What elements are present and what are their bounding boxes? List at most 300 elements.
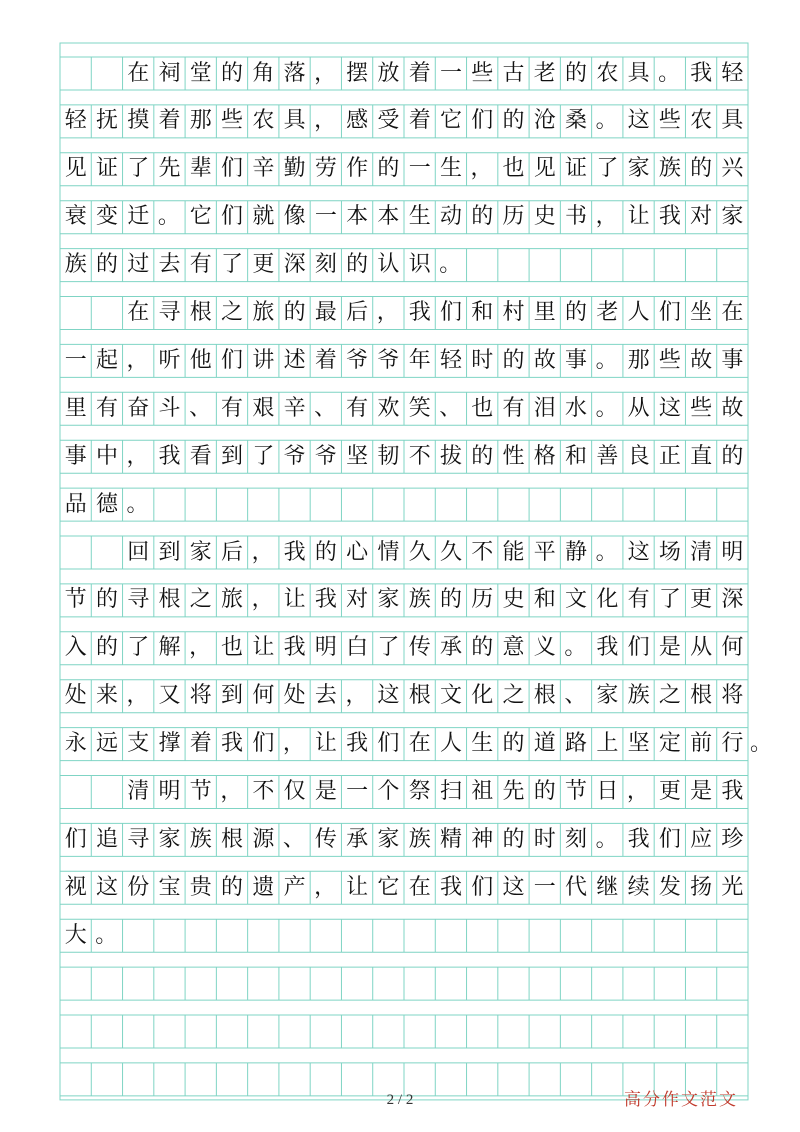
grid-char: 那 xyxy=(189,108,212,134)
grid-char: 老 xyxy=(533,60,556,86)
grid-char: 清 xyxy=(690,539,713,565)
grid-char: 明 xyxy=(158,779,181,804)
grid-char: ， xyxy=(314,60,337,86)
grid-char: 能 xyxy=(502,539,525,565)
grid-char: 视 xyxy=(64,874,87,900)
grid-char: 这 xyxy=(95,874,118,900)
grid-char: 祠 xyxy=(158,60,181,86)
grid-char: 不 xyxy=(252,779,275,804)
grid-char: 的 xyxy=(471,443,494,469)
grid-char: 最 xyxy=(314,300,337,325)
grid-char: 、 xyxy=(314,395,337,421)
grid-char: 到 xyxy=(221,683,244,709)
grid-char: 辛 xyxy=(283,395,306,421)
grid-char: 他 xyxy=(189,347,212,373)
grid-char: 定 xyxy=(658,731,681,757)
grid-char: 文 xyxy=(565,587,588,613)
grid-char: 承 xyxy=(439,635,462,661)
grid-char: 坐 xyxy=(690,300,713,325)
grid-char: 家 xyxy=(627,156,650,182)
grid-char: 化 xyxy=(596,587,619,613)
grid-char: 看 xyxy=(189,443,212,469)
grid-char: 讲 xyxy=(252,347,275,373)
grid-char: 。 xyxy=(439,252,462,278)
grid-char: 农 xyxy=(690,108,713,134)
grid-char: 历 xyxy=(471,587,494,613)
grid-char: 。 xyxy=(750,731,773,757)
grid-char: 先 xyxy=(502,779,525,804)
grid-char: 笑 xyxy=(408,395,431,421)
grid-char: 何 xyxy=(252,683,275,709)
grid-char: 族 xyxy=(64,252,87,278)
grid-char: 事 xyxy=(565,347,588,373)
grid-char: 中 xyxy=(95,443,118,469)
grid-char: 根 xyxy=(189,300,212,325)
grid-char: 里 xyxy=(64,395,87,421)
grid-char: 们 xyxy=(658,826,681,852)
grid-char: 将 xyxy=(189,683,212,709)
grid-char: 也 xyxy=(502,156,525,182)
grid-char: 的 xyxy=(502,108,525,134)
grid-char: 家 xyxy=(596,683,619,709)
grid-char: ， xyxy=(220,779,243,804)
grid-char: 了 xyxy=(596,156,619,182)
grid-char: 前 xyxy=(690,731,713,757)
grid-char: 也 xyxy=(471,395,494,421)
grid-char: 生 xyxy=(408,204,431,230)
grid-char: 放 xyxy=(377,60,400,86)
grid-char: 良 xyxy=(627,443,650,469)
grid-char: 产 xyxy=(283,874,306,900)
grid-char: 不 xyxy=(408,443,431,469)
grid-char: 的 xyxy=(221,60,244,86)
grid-char: 史 xyxy=(533,204,556,230)
grid-char: 将 xyxy=(721,683,744,709)
grid-char: 变 xyxy=(95,204,118,230)
grid-char: 生 xyxy=(471,731,494,757)
grid-char: 爷 xyxy=(346,347,369,373)
grid-char: 落 xyxy=(283,60,306,86)
grid-char: 久 xyxy=(408,539,431,565)
grid-char: 入 xyxy=(64,635,87,661)
grid-char: 些 xyxy=(690,395,713,421)
grid-char: 事 xyxy=(64,443,87,469)
grid-char: 有 xyxy=(627,587,650,613)
grid-char: 旅 xyxy=(252,300,275,325)
grid-char: 祖 xyxy=(471,779,494,804)
grid-char: 直 xyxy=(690,443,713,469)
grid-char: 让 xyxy=(252,635,275,661)
grid-char: 刻 xyxy=(314,252,337,278)
grid-char: 水 xyxy=(565,395,588,421)
grid-char: ， xyxy=(314,108,337,134)
grid-char: 之 xyxy=(221,300,244,325)
grid-char: 识 xyxy=(408,252,431,278)
grid-char: 情 xyxy=(377,539,400,565)
grid-char: 那 xyxy=(627,347,650,373)
grid-char: 历 xyxy=(502,204,525,230)
grid-char: 一 xyxy=(314,204,337,230)
grid-char: 文 xyxy=(439,683,462,709)
grid-char: 根 xyxy=(408,683,431,709)
grid-char: 更 xyxy=(658,779,681,804)
grid-char: 和 xyxy=(471,300,494,325)
grid-char: 。 xyxy=(595,395,618,421)
grid-char: ， xyxy=(470,156,493,182)
grid-char: 我 xyxy=(658,204,681,230)
grid-char: 遗 xyxy=(252,874,275,900)
grid-char: 们 xyxy=(439,300,462,325)
grid-char: 们 xyxy=(471,108,494,134)
grid-char: 来 xyxy=(95,683,118,709)
grid-char: 家 xyxy=(377,826,400,852)
grid-char: 奋 xyxy=(127,395,150,421)
grid-char: 白 xyxy=(346,635,369,661)
grid-char: 贵 xyxy=(189,874,212,900)
grid-char: 些 xyxy=(221,108,244,134)
grid-char: 撑 xyxy=(158,731,181,757)
grid-char: ， xyxy=(126,683,149,709)
grid-char: 。 xyxy=(658,60,681,86)
grid-char: 个 xyxy=(377,779,400,804)
watermark: 高分作文范文 xyxy=(624,1090,738,1110)
grid-char: 一 xyxy=(64,347,87,373)
grid-char: 明 xyxy=(721,539,744,565)
grid-char: 永 xyxy=(64,731,87,757)
grid-char: 这 xyxy=(658,395,681,421)
grid-char: 不 xyxy=(471,539,494,565)
grid-char: 。 xyxy=(564,635,587,661)
grid-char: 我 xyxy=(158,443,181,469)
grid-char: 听 xyxy=(158,347,181,373)
grid-char: 深 xyxy=(283,252,306,278)
grid-char: 动 xyxy=(439,204,462,230)
grid-char: 了 xyxy=(221,252,244,278)
grid-char: 兴 xyxy=(721,156,744,182)
grid-char: 寻 xyxy=(158,300,181,325)
grid-char: 抚 xyxy=(95,108,118,134)
grid-char: 在 xyxy=(408,874,431,900)
grid-char: 拔 xyxy=(439,443,462,469)
grid-char: 认 xyxy=(377,252,400,278)
grid-char: 承 xyxy=(346,826,369,852)
grid-char: 大 xyxy=(64,922,87,948)
grid-char: 更 xyxy=(690,587,713,613)
grid-char: 祭 xyxy=(408,779,431,804)
grid-char: ， xyxy=(595,204,618,230)
grid-char: 。 xyxy=(595,347,618,373)
grid-char: 的 xyxy=(690,156,713,182)
grid-char: 和 xyxy=(565,443,588,469)
grid-char: 在 xyxy=(408,731,431,757)
grid-char: 沧 xyxy=(533,108,556,134)
grid-char: 格 xyxy=(533,443,556,469)
grid-char: 的 xyxy=(346,252,369,278)
grid-char: 份 xyxy=(127,874,150,900)
grid-char: ， xyxy=(251,587,274,613)
grid-char: 辈 xyxy=(189,156,212,182)
grid-char: 着 xyxy=(408,108,431,134)
grid-char: 去 xyxy=(158,252,181,278)
grid-char: 们 xyxy=(252,731,275,757)
grid-char: 我 xyxy=(221,731,244,757)
grid-char: 像 xyxy=(283,204,306,230)
grid-char: 在 xyxy=(127,60,150,86)
grid-char: 解 xyxy=(158,635,181,661)
grid-char: 有 xyxy=(221,395,244,421)
grid-char: 寻 xyxy=(127,587,150,613)
grid-char: 些 xyxy=(658,108,681,134)
grid-char: 这 xyxy=(627,108,650,134)
grid-char: 故 xyxy=(690,347,713,373)
grid-char: 正 xyxy=(658,443,681,469)
grid-char: 一 xyxy=(533,874,556,900)
grid-char: 人 xyxy=(439,731,462,757)
grid-char: 的 xyxy=(471,635,494,661)
grid-char: ， xyxy=(376,300,399,325)
grid-char: 珍 xyxy=(721,826,744,852)
grid-char: 的 xyxy=(377,156,400,182)
grid-char: 一 xyxy=(408,156,431,182)
grid-char: 日 xyxy=(596,779,619,804)
grid-char: 事 xyxy=(721,347,744,373)
grid-char: 是 xyxy=(690,779,713,804)
grid-char: 的 xyxy=(565,60,588,86)
grid-char: 这 xyxy=(377,683,400,709)
grid-char: 在 xyxy=(721,300,744,325)
grid-char: 角 xyxy=(252,60,275,86)
grid-char: 感 xyxy=(346,108,369,134)
grid-char: 迁 xyxy=(127,204,150,230)
grid-char: 了 xyxy=(127,635,150,661)
grid-char: 故 xyxy=(721,395,744,421)
grid-char: 们 xyxy=(627,635,650,661)
grid-char: 的 xyxy=(471,204,494,230)
grid-char: 扫 xyxy=(439,779,462,804)
grid-char: 了 xyxy=(377,635,400,661)
grid-char: 神 xyxy=(471,826,494,852)
grid-char: 我 xyxy=(721,779,744,804)
grid-char: 平 xyxy=(533,539,556,565)
grid-char: 证 xyxy=(95,156,118,182)
grid-char: 本 xyxy=(377,204,400,230)
page-number: 2 / 2 xyxy=(386,1092,414,1108)
grid-char: 证 xyxy=(565,156,588,182)
grid-char: 旅 xyxy=(221,587,244,613)
grid-char: 、 xyxy=(564,683,587,709)
grid-char: 爷 xyxy=(283,443,306,469)
grid-char: 欢 xyxy=(377,395,400,421)
grid-char: 传 xyxy=(314,826,337,852)
grid-char: 支 xyxy=(127,731,150,757)
grid-char: 斗 xyxy=(158,395,181,421)
grid-char: 应 xyxy=(690,826,713,852)
grid-char: 勤 xyxy=(283,156,306,182)
grid-char: 宝 xyxy=(158,874,181,900)
grid-char: 何 xyxy=(721,635,744,661)
grid-char: 品 xyxy=(64,491,87,517)
grid-char: 后 xyxy=(346,300,369,325)
grid-char: 们 xyxy=(471,874,494,900)
grid-char: 们 xyxy=(221,156,244,182)
grid-char: 刻 xyxy=(565,826,588,852)
grid-char: 些 xyxy=(471,60,494,86)
grid-char: 之 xyxy=(502,683,525,709)
grid-char: 具 xyxy=(721,108,744,134)
grid-char: 家 xyxy=(158,826,181,852)
grid-char: 史 xyxy=(502,587,525,613)
grid-char: 更 xyxy=(252,252,275,278)
grid-char: 爷 xyxy=(314,443,337,469)
grid-char: 又 xyxy=(158,683,181,709)
grid-char: ， xyxy=(189,635,212,661)
grid-char: 我 xyxy=(283,539,306,565)
grid-char: 衰 xyxy=(64,204,87,230)
grid-char: 代 xyxy=(565,874,588,900)
grid-char: 辛 xyxy=(252,156,275,182)
grid-char: 本 xyxy=(346,204,369,230)
grid-char: 追 xyxy=(95,826,118,852)
grid-char: 根 xyxy=(533,683,556,709)
grid-char: 明 xyxy=(314,635,337,661)
grid-char: 之 xyxy=(189,587,212,613)
grid-char: 。 xyxy=(595,539,618,565)
grid-char: 受 xyxy=(377,108,400,134)
grid-char: 家 xyxy=(377,587,400,613)
grid-char: 、 xyxy=(282,826,305,852)
grid-char: 有 xyxy=(95,395,118,421)
grid-char: 了 xyxy=(658,587,681,613)
grid-char: 着 xyxy=(408,60,431,86)
grid-char: 的 xyxy=(721,443,744,469)
grid-char: 桑 xyxy=(565,108,588,134)
grid-char: 着 xyxy=(314,347,337,373)
grid-char: 韧 xyxy=(377,443,400,469)
grid-char: 具 xyxy=(627,60,650,86)
grid-char: 艰 xyxy=(252,395,275,421)
grid-char: 了 xyxy=(127,156,150,182)
grid-char: 对 xyxy=(346,587,369,613)
grid-char: 清 xyxy=(127,779,150,804)
grid-char: 。 xyxy=(126,491,149,517)
grid-char: 时 xyxy=(471,347,494,373)
grid-char: 的 xyxy=(95,587,118,613)
grid-char: 农 xyxy=(252,108,275,134)
grid-char: 述 xyxy=(283,347,306,373)
grid-char: 是 xyxy=(658,635,681,661)
grid-char: 的 xyxy=(502,347,525,373)
grid-char: 远 xyxy=(95,731,118,757)
grid-char: 摸 xyxy=(127,108,150,134)
grid-char: 生 xyxy=(439,156,462,182)
grid-char: 传 xyxy=(408,635,431,661)
grid-char: 处 xyxy=(64,683,87,709)
grid-char: 们 xyxy=(658,300,681,325)
grid-char: 见 xyxy=(64,156,87,182)
grid-char: 的 xyxy=(283,300,306,325)
grid-char: 先 xyxy=(158,156,181,182)
grid-char: ， xyxy=(126,443,149,469)
grid-char: 道 xyxy=(533,731,556,757)
grid-char: 它 xyxy=(439,108,462,134)
grid-char: 家 xyxy=(189,539,212,565)
grid-char: 过 xyxy=(127,252,150,278)
grid-char: 。 xyxy=(595,108,618,134)
grid-char: 到 xyxy=(221,443,244,469)
grid-char: 我 xyxy=(439,874,462,900)
grid-char: 的 xyxy=(439,587,462,613)
grid-char: 根 xyxy=(221,826,244,852)
grid-char: 们 xyxy=(64,826,87,852)
grid-char: 的 xyxy=(533,779,556,804)
grid-char: 根 xyxy=(690,683,713,709)
grid-char: 些 xyxy=(658,347,681,373)
grid-char: 善 xyxy=(596,443,619,469)
grid-char: 轻 xyxy=(721,60,744,86)
grid-char: 久 xyxy=(439,539,462,565)
grid-char: 心 xyxy=(346,539,369,565)
grid-char: 堂 xyxy=(189,60,212,86)
grid-char: 、 xyxy=(439,395,462,421)
grid-char: 泪 xyxy=(533,395,556,421)
grid-char: 们 xyxy=(221,347,244,373)
grid-char: 扬 xyxy=(690,874,713,900)
grid-char: 节 xyxy=(565,779,588,804)
grid-char: 具 xyxy=(283,108,306,134)
grid-char: 的 xyxy=(95,635,118,661)
grid-char: 一 xyxy=(439,60,462,86)
grid-char: 我 xyxy=(596,635,619,661)
grid-char: 们 xyxy=(377,731,400,757)
grid-char: 这 xyxy=(627,539,650,565)
grid-char: 族 xyxy=(627,683,650,709)
grid-char: 坚 xyxy=(346,443,369,469)
grid-char: 家 xyxy=(721,204,744,230)
grid-char: 老 xyxy=(596,300,619,325)
grid-char: 之 xyxy=(658,683,681,709)
grid-char: 轻 xyxy=(64,108,87,134)
grid-char: 让 xyxy=(627,204,650,230)
grid-char: 续 xyxy=(627,874,650,900)
grid-char: 让 xyxy=(283,587,306,613)
grid-char: 意 xyxy=(502,635,525,661)
grid-char: 上 xyxy=(596,731,619,757)
grid-char: 族 xyxy=(658,156,681,182)
grid-char: 是 xyxy=(314,779,337,804)
grid-char: 的 xyxy=(502,731,525,757)
grid-char: 去 xyxy=(314,683,337,709)
grid-char: 起 xyxy=(95,347,118,373)
grid-char: 继 xyxy=(596,874,619,900)
grid-char: ， xyxy=(282,731,305,757)
grid-char: 寻 xyxy=(127,826,150,852)
grid-char: 德 xyxy=(95,491,118,517)
grid-char: 的 xyxy=(95,252,118,278)
grid-char: 故 xyxy=(533,347,556,373)
grid-char: 回 xyxy=(127,539,150,565)
grid-char: 节 xyxy=(64,587,87,613)
grid-char: ， xyxy=(251,539,274,565)
grid-char: 年 xyxy=(408,347,431,373)
grid-char: 源 xyxy=(252,826,275,852)
grid-char: 劳 xyxy=(314,156,337,182)
grid-char: 一 xyxy=(346,779,369,804)
grid-char: 作 xyxy=(346,156,369,182)
grid-char: 就 xyxy=(252,204,275,230)
grid-char: 古 xyxy=(502,60,525,86)
grid-char: 义 xyxy=(533,635,556,661)
grid-char: 。 xyxy=(595,826,618,852)
